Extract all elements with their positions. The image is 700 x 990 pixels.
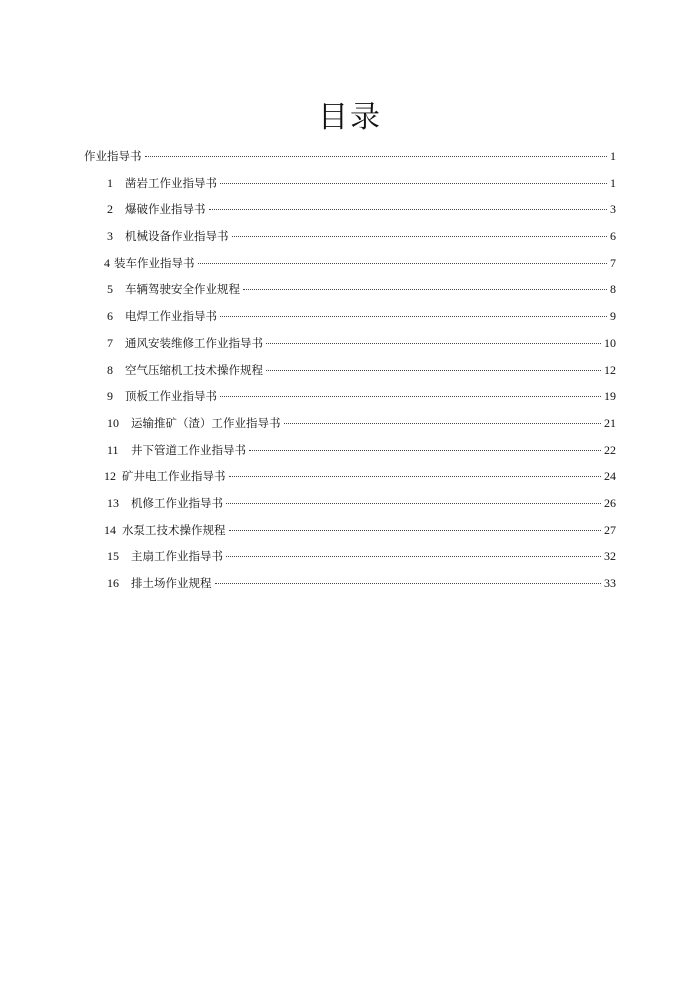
- toc-entry-number: 13: [107, 495, 119, 510]
- toc-entry-label: 作业指导书: [84, 149, 142, 163]
- toc-entry-page: 24: [604, 469, 616, 484]
- toc-entry-label: 装车作业指导书: [114, 255, 195, 270]
- toc-entry[interactable]: [84, 173, 616, 200]
- toc-entry-page: 12: [604, 362, 616, 377]
- toc-entry-number: 14: [104, 522, 116, 537]
- toc-entry[interactable]: [84, 413, 616, 440]
- toc-entry-page: 3: [610, 202, 616, 217]
- toc-entry-label: 爆破作业指导书: [125, 202, 206, 217]
- toc-leader-dots: [232, 236, 608, 237]
- toc-leader-dots: [145, 156, 608, 157]
- toc-entry[interactable]: [84, 306, 616, 333]
- toc-leader-dots: [220, 396, 601, 397]
- toc-entry[interactable]: [84, 466, 616, 493]
- toc-entry-page: 1: [610, 149, 616, 163]
- toc-entry-number: 1: [107, 175, 113, 190]
- toc-leader-dots: [209, 209, 608, 210]
- toc-leader-dots: [284, 423, 602, 424]
- toc-entry[interactable]: [84, 573, 616, 600]
- toc-entry-page: 8: [610, 282, 616, 297]
- toc-entry-number: 9: [107, 389, 113, 404]
- toc-entry-page: 33: [604, 576, 616, 590]
- toc-entry-page: 19: [604, 389, 616, 404]
- toc-leader-dots: [226, 556, 601, 557]
- toc-entry[interactable]: [84, 226, 616, 253]
- toc-entry[interactable]: [84, 146, 616, 173]
- toc-leader-dots: [226, 503, 601, 504]
- toc-leader-dots: [229, 530, 602, 531]
- toc-leader-dots: [198, 263, 608, 264]
- toc-entry-label: 顶板工作业指导书: [125, 389, 217, 404]
- toc-entry[interactable]: [84, 253, 616, 280]
- toc-entry-number: 6: [107, 309, 113, 324]
- toc-entry-page: 1: [610, 175, 616, 190]
- toc-entry-label: 空气压缩机工技术操作规程: [125, 362, 263, 377]
- toc-entry-number: 4: [104, 255, 110, 270]
- toc-entry-number: 7: [107, 335, 113, 350]
- toc-entry[interactable]: [84, 520, 616, 547]
- toc-leader-dots: [266, 370, 601, 371]
- toc-entry[interactable]: [84, 279, 616, 306]
- toc-entry-page: 6: [610, 229, 616, 244]
- toc-entry[interactable]: [84, 386, 616, 413]
- toc-entry-page: 21: [604, 415, 616, 430]
- toc-entry[interactable]: [84, 199, 616, 226]
- page-title: 目录: [318, 100, 382, 135]
- toc-entry-page: 32: [604, 549, 616, 564]
- toc-entry-page: 22: [604, 442, 616, 457]
- toc-entry-number: 3: [107, 229, 113, 244]
- toc-entry-label: 矿井电工作业指导书: [122, 469, 226, 484]
- toc-entry-label: 通风安装维修工作业指导书: [125, 335, 263, 350]
- toc-entry[interactable]: [84, 440, 616, 467]
- toc-entry[interactable]: [84, 546, 616, 573]
- toc-entry[interactable]: [84, 360, 616, 387]
- toc-entry-label: 机械设备作业指导书: [125, 229, 229, 244]
- toc-leader-dots: [266, 343, 601, 344]
- toc-entry-label: 凿岩工作业指导书: [125, 175, 217, 190]
- toc-entry-label: 运输推矿（渣）工作业指导书: [131, 415, 281, 430]
- toc-entry-number: 8: [107, 362, 113, 377]
- toc-entry-number: 12: [104, 469, 116, 484]
- toc-entry[interactable]: [84, 333, 616, 360]
- toc-leader-dots: [220, 183, 607, 184]
- toc-entry-number: 10: [107, 415, 119, 430]
- toc-entry-label: 井下管道工作业指导书: [131, 442, 246, 457]
- toc-entry-page: 7: [610, 255, 616, 270]
- toc-entry[interactable]: [84, 493, 616, 520]
- toc-leader-dots: [215, 583, 602, 584]
- toc-leader-dots: [229, 476, 602, 477]
- toc-entry-label: 电焊工作业指导书: [125, 309, 217, 324]
- table-of-contents: [84, 146, 616, 600]
- toc-entry-page: 26: [604, 495, 616, 510]
- toc-entry-label: 主扇工作业指导书: [131, 549, 223, 564]
- toc-entry-page: 9: [610, 309, 616, 324]
- toc-entry-number: 5: [107, 282, 113, 297]
- toc-entry-label: 排土场作业规程: [131, 576, 212, 590]
- toc-entry-page: 10: [604, 335, 616, 350]
- toc-entry-label: 水泵工技术操作规程: [122, 522, 226, 537]
- toc-leader-dots: [243, 289, 607, 290]
- toc-entry-number: 15: [107, 549, 119, 564]
- toc-entry-number: 16: [107, 576, 119, 590]
- toc-entry-page: 27: [604, 522, 616, 537]
- toc-leader-dots: [220, 316, 607, 317]
- toc-entry-label: 车辆驾驶安全作业规程: [125, 282, 240, 297]
- toc-entry-label: 机修工作业指导书: [131, 495, 223, 510]
- toc-entry-number: 11: [107, 442, 119, 457]
- toc-entry-number: 2: [107, 202, 113, 217]
- toc-leader-dots: [249, 450, 601, 451]
